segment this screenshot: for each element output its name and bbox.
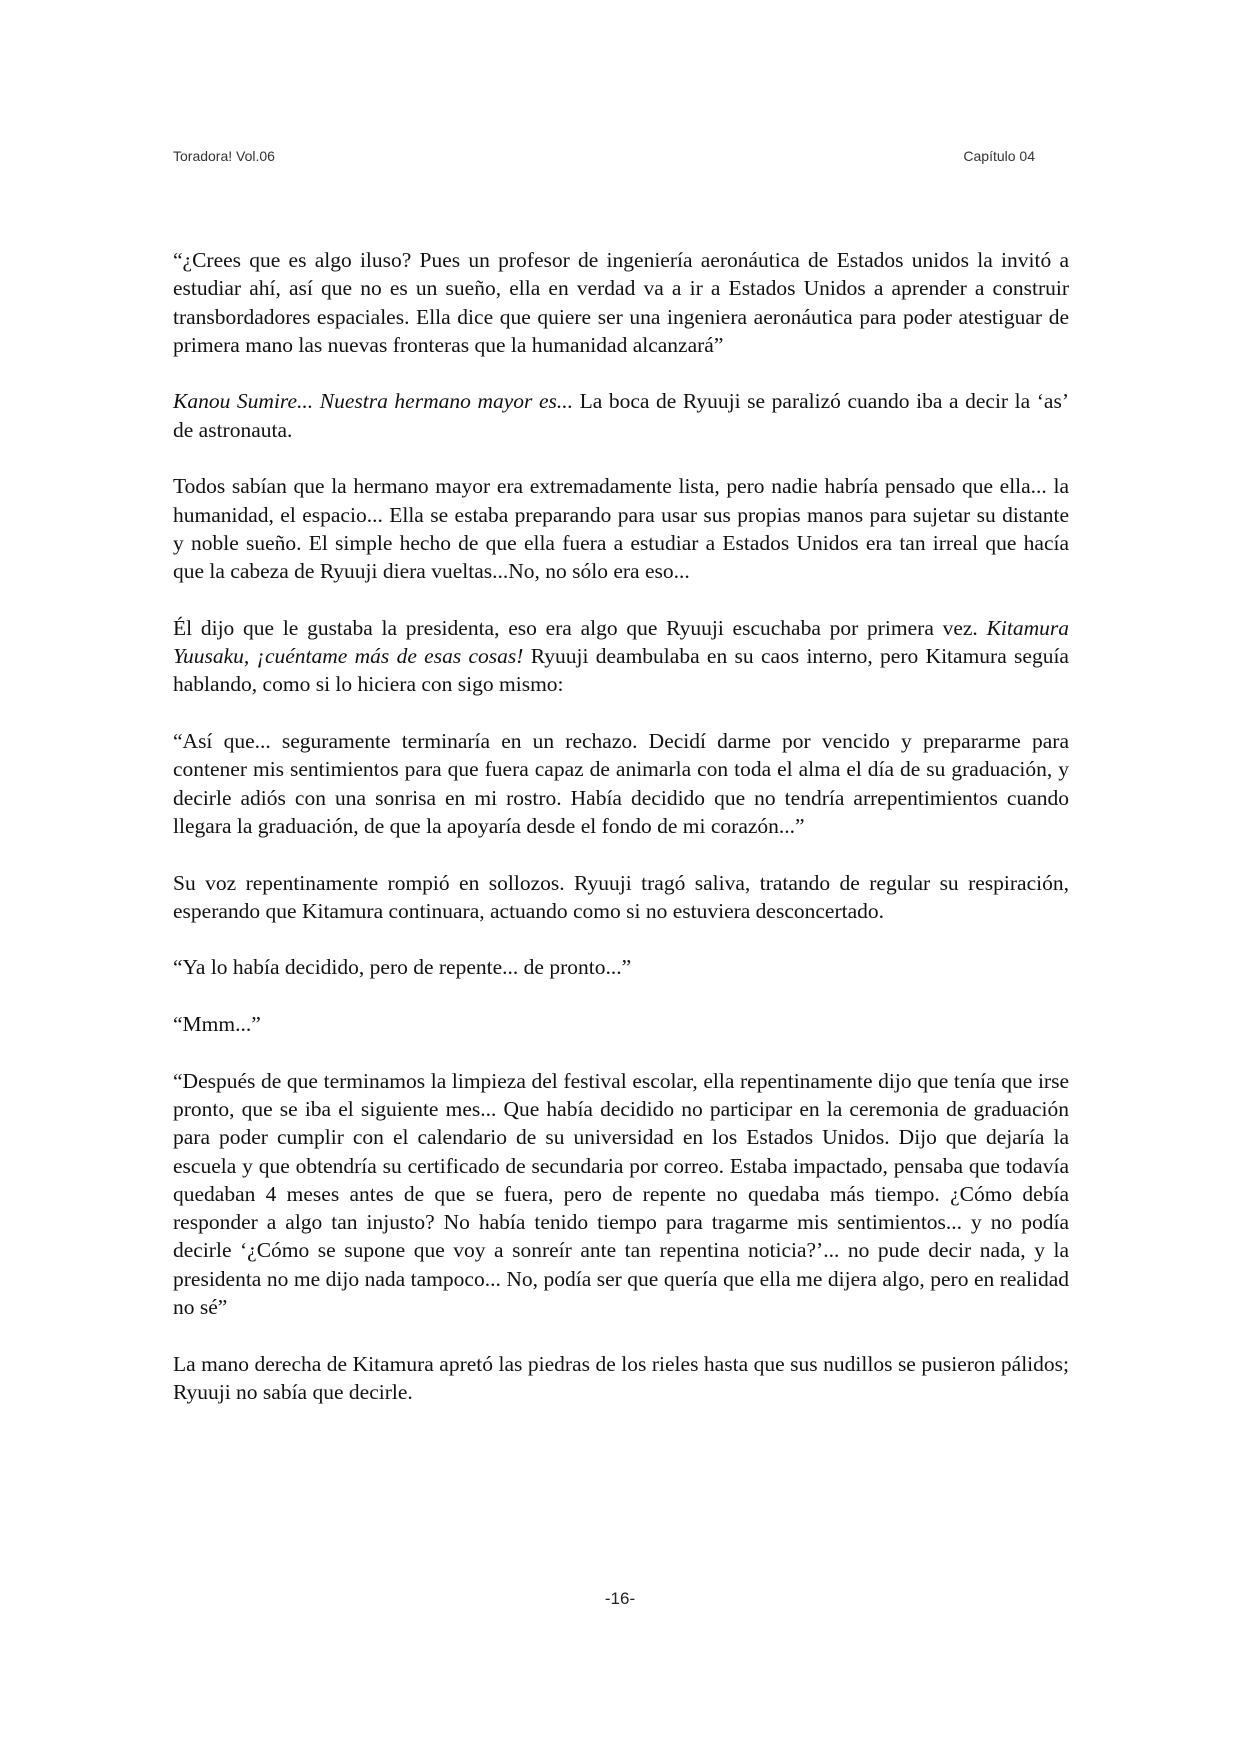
paragraph: “Así que... seguramente terminaría en un rechazo. Decidí darme por vencido y prepararme para contener mis sentimientos para que fuera capaz de animarla con toda el alma el día de su graduación, y decirle adiós con una sonrisa en mi rostro. Había decidido que no tendría arrepentimientos cuando llegara la graduación, de que la apoyaría desde el fondo de mi corazón...” bbox=[173, 729, 1069, 838]
header-book-title: Toradora! Vol.06 bbox=[173, 148, 275, 164]
page-number: -16- bbox=[604, 1589, 636, 1608]
paragraph: Kanou Sumire... Nuestra hermano mayor es... La boca de Ryuuji se paralizó cuando iba a decir la ‘as’ de astronauta. bbox=[173, 389, 1069, 442]
paragraph: “Ya lo había decidido, pero de repente... de pronto...” bbox=[173, 955, 632, 980]
header-chapter: Capítulo 04 bbox=[963, 148, 1035, 164]
paragraph: “Mmm...” bbox=[173, 1012, 261, 1037]
paragraph: Él dijo que le gustaba la presidenta, eso era algo que Ryuuji escuchaba por primera vez. Kitamura Yuusaku, ¡cuéntame más de esas cosas! Ryuuji deambulaba en su caos interno, pero Kitamura seguía hablando, como si lo hiciera con sigo mismo: bbox=[173, 615, 1069, 697]
paragraph: “Después de que terminamos la limpieza del festival escolar, ella repentinamente dijo que tenía que irse pronto, que se iba el siguiente mes... Que había decidido no participar en la ceremonia de graduación para poder cumplir con el calendario de su universidad en los Estados Unidos. Dijo que dejaría la escuela y que obtendría su certificado de secundaria por correo. Estaba impactado, pensaba que todavía quedaban 4 meses antes de que se fuera, pero de repente no quedaba más tiempo. ¿Cómo debía responder a algo tan injusto? No había tenido tiempo para tragarme mis sentimientos... y no podía decirle ‘¿Cómo se supone que voy a sonreír ante tan repentina noticia?’... no pude decir nada, y la presidenta no me dijo nada tampoco... No, podía ser que quería que ella me dijera algo, pero en realidad no sé” bbox=[173, 1068, 1069, 1319]
body-text bbox=[173, 246, 1069, 1434]
italic-thought: Kanou Sumire... Nuestra hermano mayor es... bbox=[173, 389, 573, 414]
paragraph: Todos sabían que la hermano mayor era extremadamente lista, pero nadie habría pensado que ella... la humanidad, el espacio... Ella se estaba preparando para usar sus propias manos para sujetar su distante y noble sueño. El simple hecho de que ella fuera a estudiar a Estados Unidos era tan irreal que hacía que la cabeza de Ryuuji diera vueltas...No, no sólo era eso... bbox=[173, 474, 1069, 584]
paragraph: Su voz repentinamente rompió en sollozos. Ryuuji tragó saliva, tratando de regular su respiración, esperando que Kitamura continuara, actuando como si no estuviera desconcertado. bbox=[173, 870, 1069, 923]
paragraph: La mano derecha de Kitamura apretó las piedras de los rieles hasta que sus nudillos se pusieron pálidos; Ryuuji no sabía que decirle. bbox=[173, 1351, 1069, 1404]
page-header bbox=[173, 148, 1035, 164]
paragraph: “¿Crees que es algo iluso? Pues un profesor de ingeniería aeronáutica de Estados unidos la invitó a estudiar ahí, así que no es un sueño, ella en verdad va a ir a Estados Unidos a aprender a construir transbordadores espaciales. Ella dice que quiere ser una ingeniera aeronáutica para poder atestiguar de primera mano las nuevas fronteras que la humanidad alcanzará” bbox=[173, 248, 1069, 357]
italic-thought: Kitamura Yuusaku, ¡cuéntame más de esas cosas! bbox=[173, 615, 1069, 669]
